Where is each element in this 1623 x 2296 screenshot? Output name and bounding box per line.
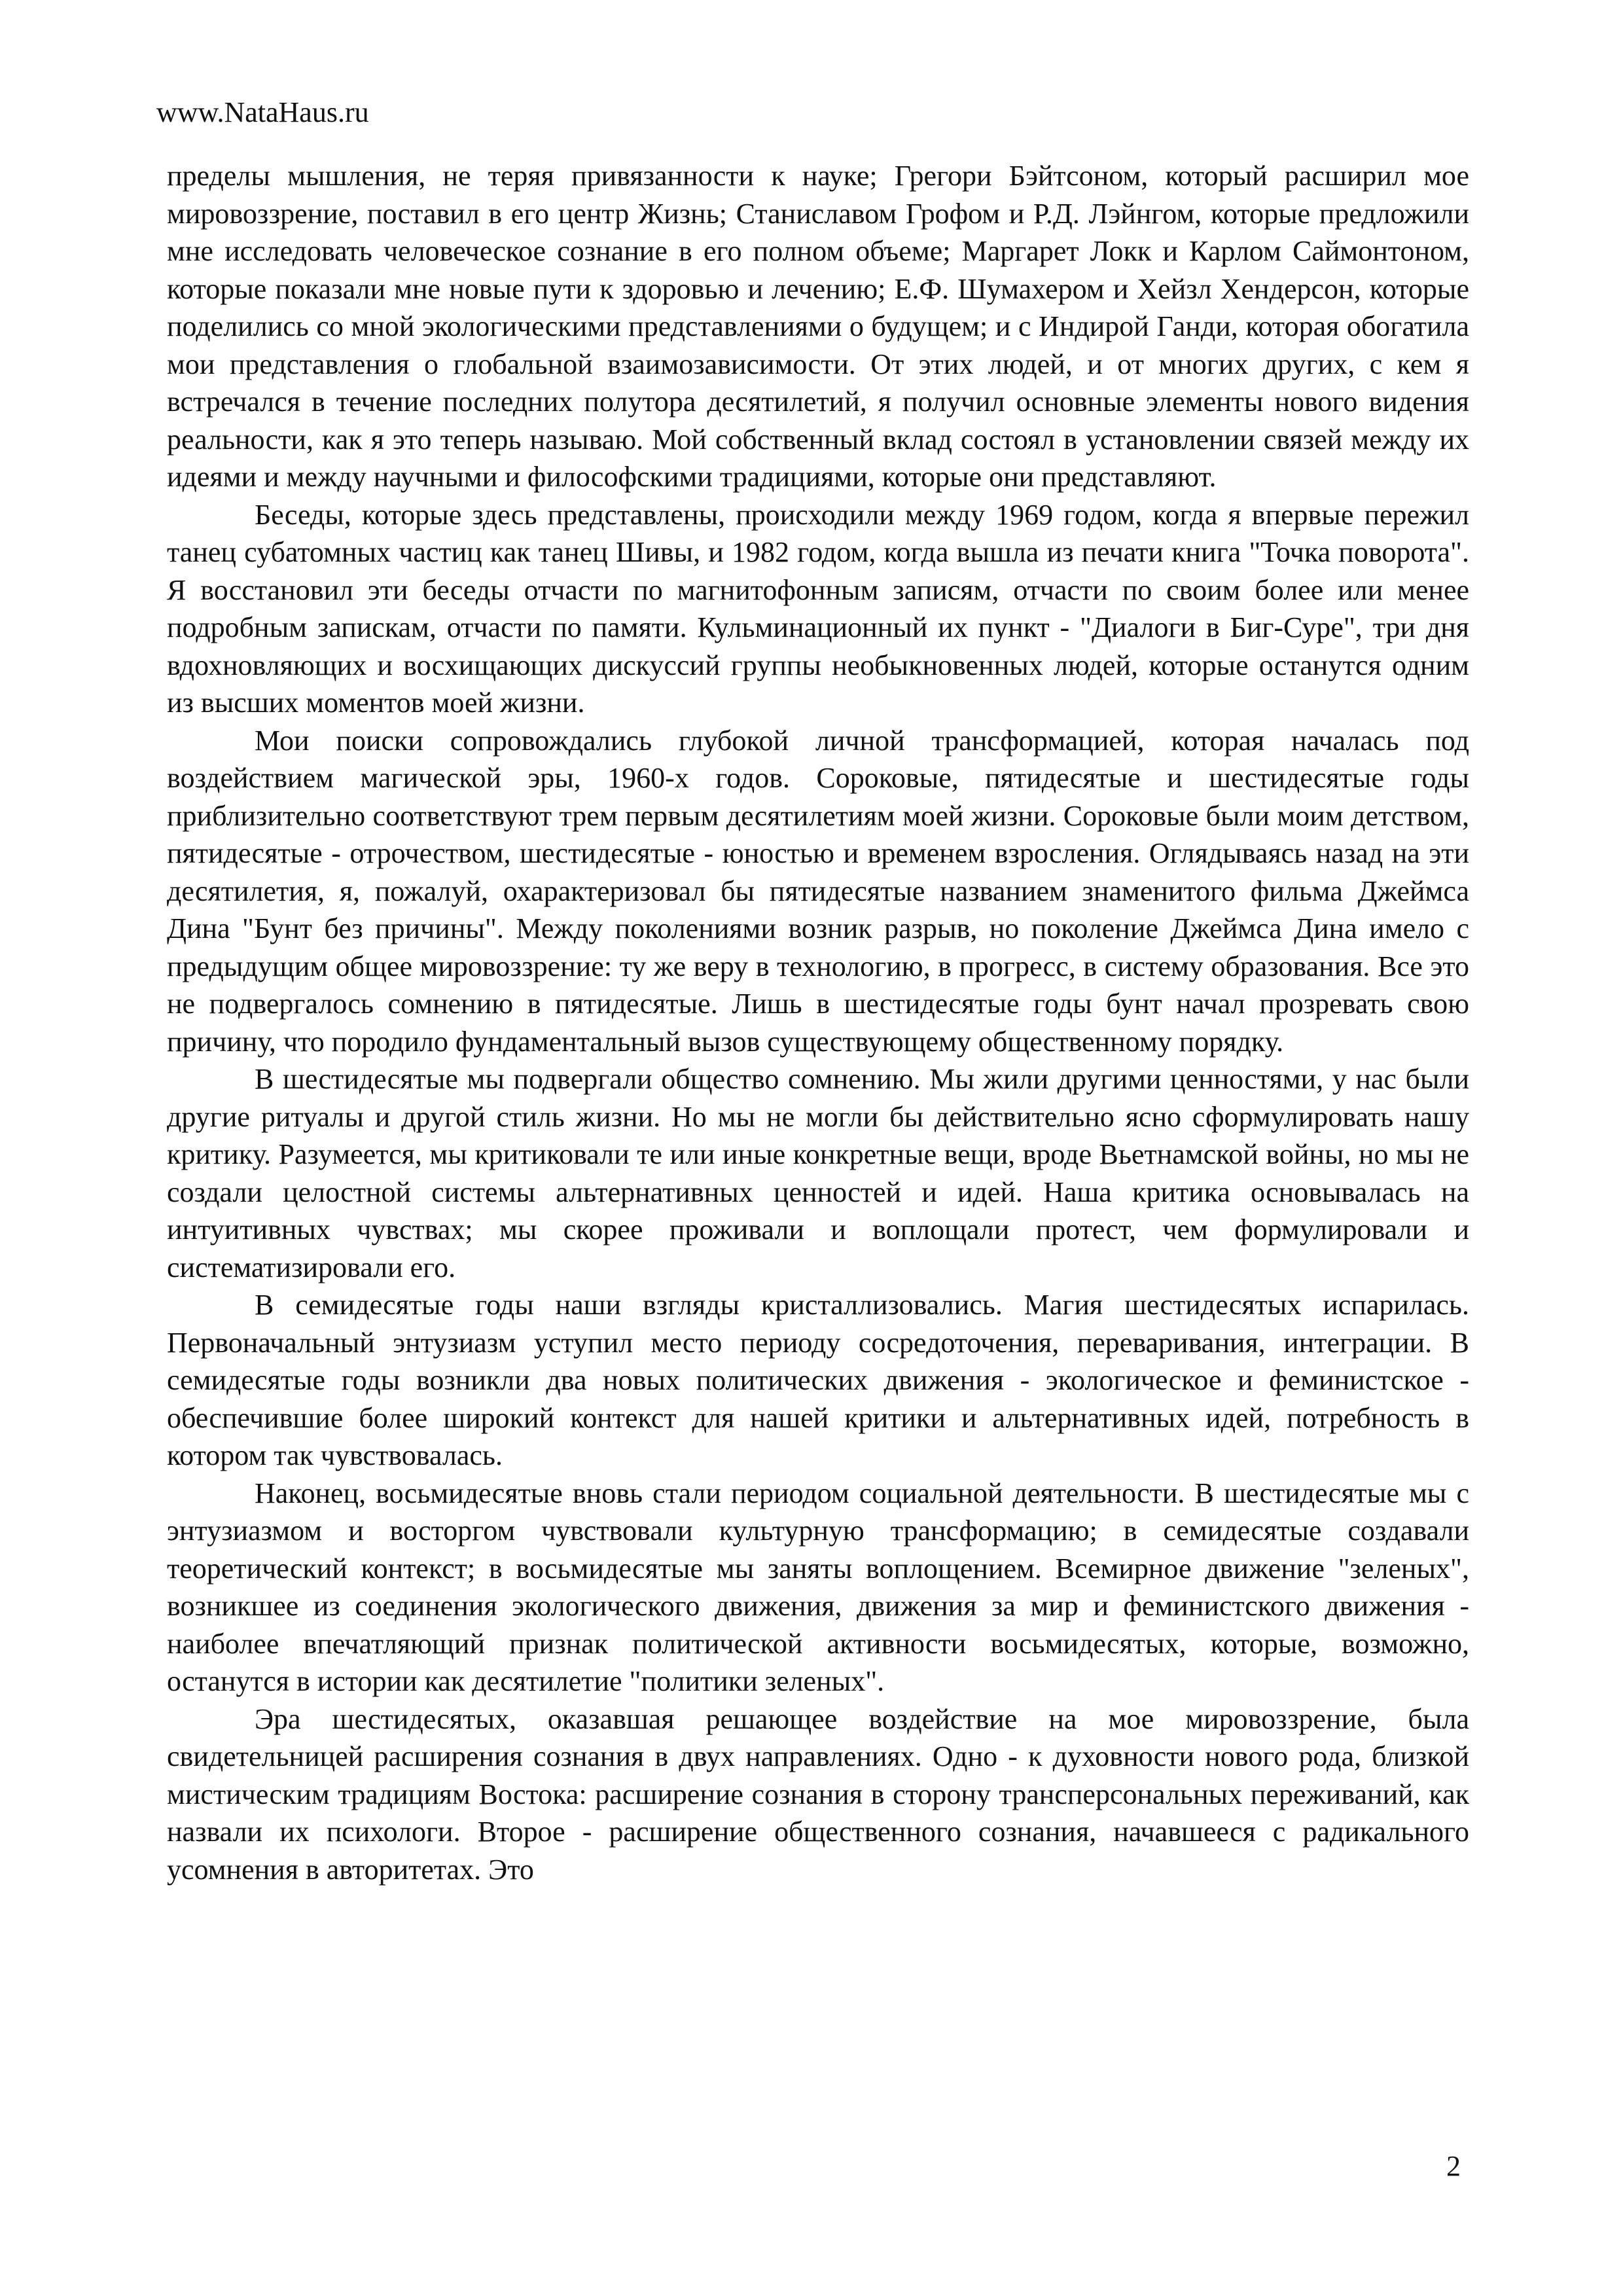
paragraph: Эра шестидесятых, оказавшая решающее воздействие на мое мировоззрение, была свидетельницей расширения сознания в двух направлениях. Одно - к духовности нового рода, близкой мистическим традициям Востока: расширение сознания в сторону трансперсональных переживаний, как назвали их психологи. Второе - расширение общественного сознания, начавшееся с радикального усомнения в авторитетах. Это (167, 1702, 1469, 1886)
body-text (167, 157, 1469, 1888)
paragraph-continuation: пределы мышления, не теряя привязанности к науке; Грегори Бэйтсоном, который расширил мое мировоззрение, поставил в его центр Жизнь; Станиславом Грофом и Р.Д. Лэйнгом, которые предложили мне исследовать человеческое сознание в его полном объеме; Маргарет Локк и Карлом Саймонтоном, которые показали мне новые пути к здоровью и лечению; Е.Ф. Шумахером и Хейзл Хендерсон, которые поделились со мной экологическими представлениями о будущем; и с Индирой Ганди, которая обогатила мои представления о глобальной взаимозависимости. От этих людей, и от многих других, с кем я встречался в течение последних полутора десятилетий, я получил основные элементы нового видения реальности, как я это теперь называю. Мой собственный вклад состоял в установлении связей между их идеями и между научными и философскими традициями, которые они представляют. (167, 160, 1469, 493)
paragraph: В семидесятые годы наши взгляды кристаллизовались. Магия шестидесятых испарилась. Первоначальный энтузиазм уступил место периоду сосредоточения, переваривания, интеграции. В семидесятые годы возникли два новых политических движения - экологическое и феминистское - обеспечившие более широкий контекст для нашей критики и альтернативных идей, потребность в котором так чувствовалась. (167, 1289, 1469, 1471)
page-number: 2 (1446, 2150, 1461, 2182)
paragraph: В шестидесятые мы подвергали общество сомнению. Мы жили другими ценностями, у нас были другие ритуалы и другой стиль жизни. Но мы не могли бы действительно ясно сформулировать нашу критику. Разумеется, мы критиковали те или иные конкретные вещи, вроде Вьетнамской войны, но мы не создали целостной системы альтернативных ценностей и идей. Наша критика основывалась на интуитивных чувствах; мы скорее проживали и воплощали протест, чем формулировали и систематизировали его. (167, 1063, 1469, 1283)
paragraph: Наконец, восьмидесятые вновь стали периодом социальной деятельности. В шестидесятые мы с энтузиазмом и восторгом чувствовали культурную трансформацию; в семидесятые создавали теоретический контекст; в восьмидесятые мы заняты воплощением. Всемирное движение "зеленых", возникшее из соединения экологического движения, движения за мир и феминистского движения - наиболее впечатляющий признак политической активности восьмидесятых, которые, возможно, останутся в истории как десятилетие "политики зеленых". (167, 1477, 1469, 1697)
site-header: www.NataHaus.ru (156, 96, 369, 128)
paragraph: Мои поиски сопровождались глубокой личной трансформацией, которая началась под воздействием магической эры, 1960-х годов. Сороковые, пятидесятые и шестидесятые годы приблизительно соответствуют трем первым десятилетиям моей жизни. Сороковые были моим детством, пятидесятые - отрочеством, шестидесятые - юностью и временем взросления. Оглядываясь назад на эти десятилетия, я, пожалуй, охарактеризовал бы пятидесятые названием знаменитого фильма Джеймса Дина "Бунт без причины". Между поколениями возник разрыв, но поколение Джеймса Дина имело с предыдущим общее мировоззрение: ту же веру в технологию, в прогресс, в систему образования. Все это не подвергалось сомнению в пятидесятые. Лишь в шестидесятые годы бунт начал прозревать свою причину, что породило фундаментальный вызов существующему общественному порядку. (167, 724, 1469, 1058)
paragraph: Беседы, которые здесь представлены, происходили между 1969 годом, когда я впервые пережил танец субатомных частиц как танец Шивы, и 1982 годом, когда вышла из печати книга "Точка поворота". Я восстановил эти беседы отчасти по магнитофонным записям, отчасти по своим более или менее подробным запискам, отчасти по памяти. Кульминационный их пункт - "Диалоги в Биг-Суре", три дня вдохновляющих и восхищающих дискуссий группы необыкновенных людей, которые останутся одним из высших моментов моей жизни. (167, 498, 1469, 719)
